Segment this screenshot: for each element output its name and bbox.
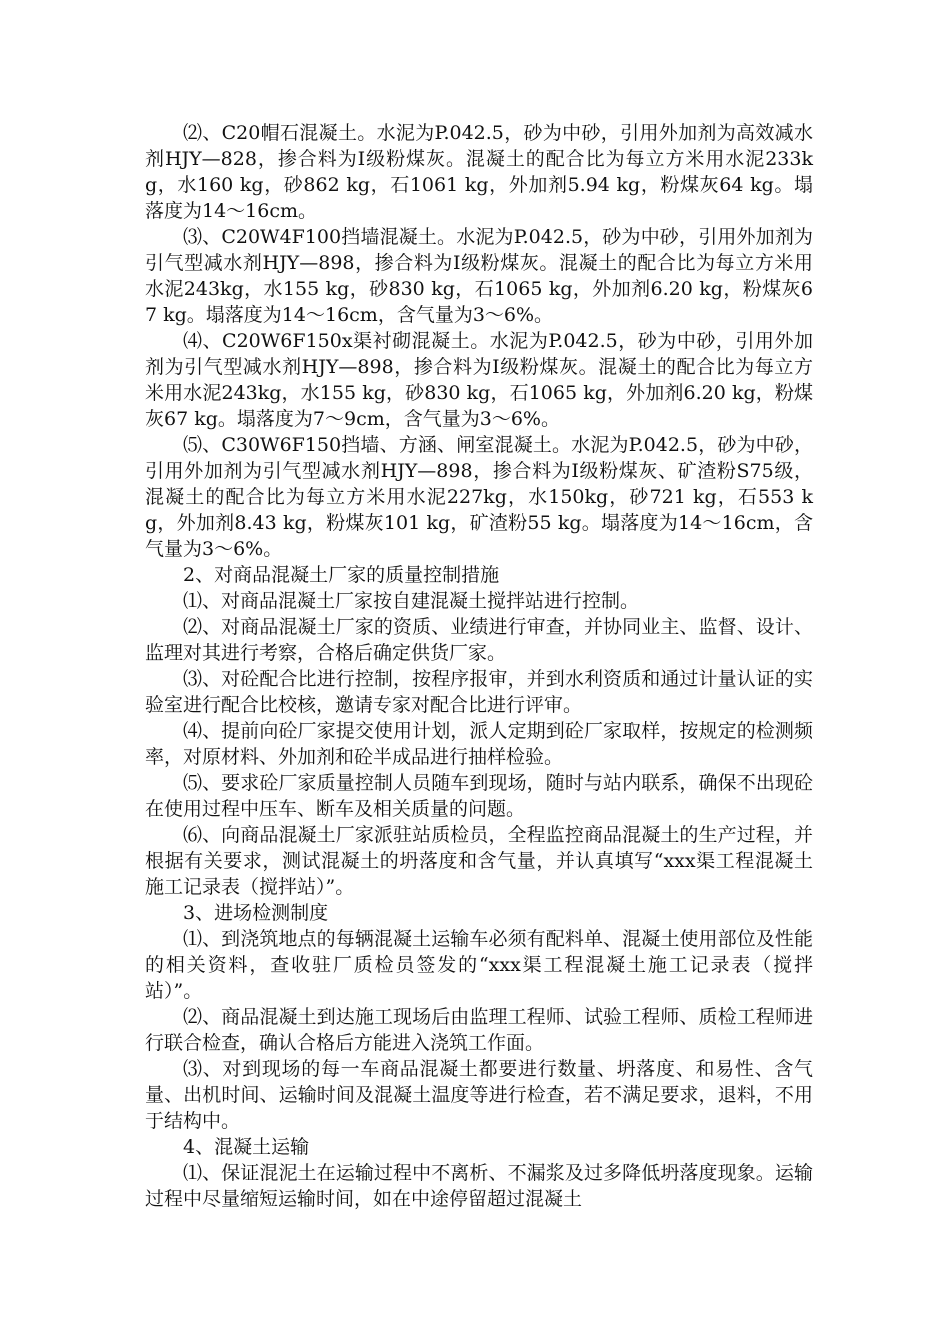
document-body: [145, 120, 813, 1212]
paragraph-entry-3: ⑶、对到现场的每一车商品混凝土都要进行数量、坍落度、和易性、含气量、出机时间、运输时间及混凝土温度等进行检查，若不满足要求，退料，不用于结构中。: [145, 1058, 813, 1132]
section-heading-quality-control: 2、对商品混凝土厂家的质量控制措施: [183, 564, 500, 586]
paragraph-qc-5: ⑸、要求砼厂家质量控制人员随车到现场，随时与站内联系，确保不出现砼在使用过程中压车、断车及相关质量的问题。: [145, 772, 813, 820]
section-heading-transport: 4、混凝土运输: [183, 1136, 310, 1158]
paragraph-c30w6f150-structures: ⑸、C30W6F150挡墙、方涵、闸室混凝土。水泥为P.042.5，砂为中砂，引用外加剂为引气型减水剂HJY—898，掺合料为Ⅰ级粉煤灰、矿渣粉S75级，混凝土的配合比为每立方米用水泥227kg，水150kg，砂721 kg，石553 kg，外加剂8.43 kg，粉煤灰101 kg，矿渣粉55 kg。塌落度为14～16cm，含气量为3～6%。: [145, 434, 813, 560]
paragraph-entry-2: ⑵、商品混凝土到达施工现场后由监理工程师、试验工程师、质检工程师进行联合检查，确认合格后方能进入浇筑工作面。: [145, 1006, 813, 1054]
paragraph-qc-6: ⑹、向商品混凝土厂家派驻站质检员，全程监控商品混凝土的生产过程，并根据有关要求，测试混凝土的坍落度和含气量，并认真填写“xxx渠工程混凝土施工记录表（搅拌站）”。: [145, 824, 813, 898]
paragraph-c20-cap-stone: ⑵、C20帽石混凝土。水泥为P.042.5，砂为中砂，引用外加剂为高效减水剂HJY—828，掺合料为Ⅰ级粉煤灰。混凝土的配合比为每立方米用水泥233kg，水160 kg，砂862 kg，石1061 kg，外加剂5.94 kg，粉煤灰64 kg。塌落度为14～16cm。: [145, 122, 813, 222]
paragraph-c20w4f100-retaining-wall: ⑶、C20W4F100挡墙混凝土。水泥为P.042.5，砂为中砂，引用外加剂为引气型减水剂HJY—898，掺合料为Ⅰ级粉煤灰。混凝土的配合比为每立方米用水泥243kg，水155 kg，砂830 kg，石1065 kg，外加剂6.20 kg，粉煤灰67 kg。塌落度为14～16cm，含气量为3～6%。: [145, 226, 813, 326]
paragraph-qc-1: ⑴、对商品混凝土厂家按自建混凝土搅拌站进行控制。: [183, 590, 640, 612]
paragraph-c20w6f150-canal-lining: ⑷、C20W6F150x渠衬砌混凝土。水泥为P.042.5，砂为中砂，引用外加剂为引气型减水剂HJY—898，掺合料为Ⅰ级粉煤灰。混凝土的配合比为每立方米用水泥243kg，水155 kg，砂830 kg，石1065 kg，外加剂6.20 kg，粉煤灰67 kg。塌落度为7～9cm，含气量为3～6%。: [145, 330, 813, 430]
paragraph-qc-2: ⑵、对商品混凝土厂家的资质、业绩进行审查，并协同业主、监督、设计、监理对其进行考察，合格后确定供货厂家。: [145, 616, 813, 664]
paragraph-transport-1: ⑴、保证混泥土在运输过程中不离析、不漏浆及过多降低坍落度现象。运输过程中尽量缩短运输时间，如在中途停留超过混凝土: [145, 1162, 813, 1210]
section-heading-entry-inspection: 3、进场检测制度: [183, 902, 329, 924]
paragraph-entry-1: ⑴、到浇筑地点的每辆混凝土运输车必须有配料单、混凝土使用部位及性能的相关资料，查收驻厂质检员签发的“xxx渠工程混凝土施工记录表（搅拌站）”。: [145, 928, 813, 1002]
paragraph-qc-3: ⑶、对砼配合比进行控制，按程序报审，并到水利资质和通过计量认证的实验室进行配合比校核，邀请专家对配合比进行评审。: [145, 668, 813, 716]
paragraph-qc-4: ⑷、提前向砼厂家提交使用计划，派人定期到砼厂家取样，按规定的检测频率，对原材料、外加剂和砼半成品进行抽样检验。: [145, 720, 813, 768]
